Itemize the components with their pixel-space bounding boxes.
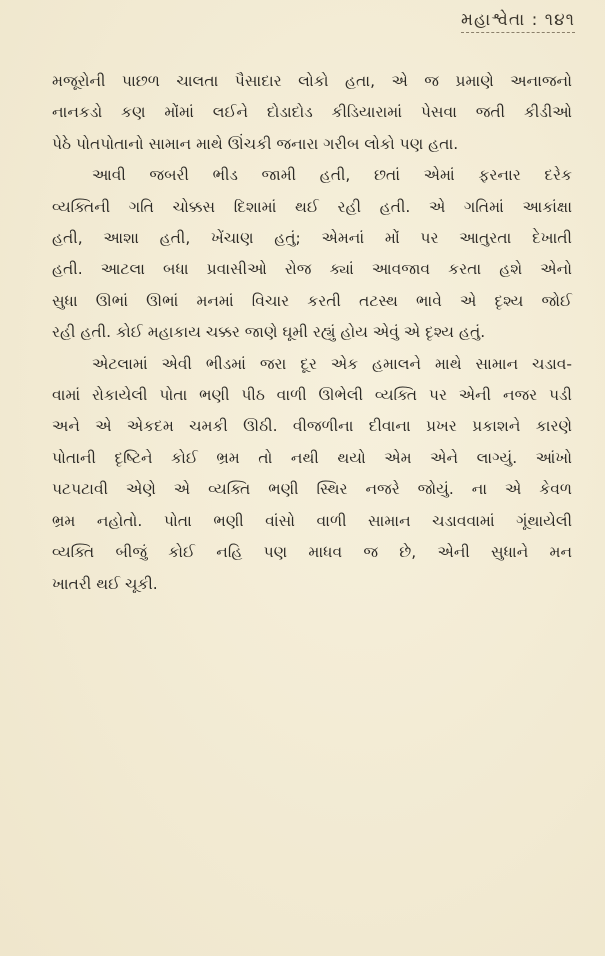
text-line: હતી. આટલા બધા પ્રવાસીઓ રોજ ક્યાં આવજાવ કરતા હશે એનો	[52, 260, 572, 279]
text-line: આવી જબરી ભીડ જામી હતી, છતાં એમાં ફરનાર દરેક	[92, 166, 572, 185]
text-line: હતી, આશા હતી, ખેંચાણ હતું; એમનાં મોં પર આતુરતા દેખાતી	[52, 229, 572, 248]
text-line: વામાં રોકાયેલી પોતા ભણી પીઠ વાળી ઊભેલી વ્યક્તિ પર એની નજર પડી	[52, 386, 572, 405]
text-line: નાનકડો કણ મોંમાં લઈને દોડાદોડ કીડિયારામાં પેસવા જતી કીડીઓ	[52, 103, 572, 122]
text-line: ખાતરી થઈ ચૂકી.	[52, 574, 158, 593]
text-line: પેઠે પોતપોતાનો સામાન માથે ઊંચકી જનારા ગરીબ લોકો પણ હતા.	[52, 134, 459, 153]
text-line: વ્યક્તિ બીજું કોઈ નહિ પણ માધવ જ છે, એની સુધાને મન	[52, 543, 572, 562]
text-line: એટલામાં એવી ભીડમાં જરા દૂર એક હમાલને માથે સામાન ચડાવ-	[92, 354, 572, 373]
text-line: રહી હતી. કોઈ મહાકાય ચક્કર જાણે ઘૂમી રહ્યું હોય એવું એ દૃશ્ય હતું.	[52, 323, 486, 342]
text-line: ભ્રમ નહોતો. પોતા ભણી વાંસો વાળી સામાન ચડાવવામાં ગૂંથાયેલી	[52, 511, 572, 530]
text-line: સુધા ઊભાં ઊભાં મનમાં વિચાર કરતી તટસ્થ ભાવે એ દૃશ્ય જોઈ	[52, 291, 572, 310]
text-line: વ્યક્તિની ગતિ ચોક્કસ દિશામાં થઈ રહી હતી. એ ગતિમાં આકાંક્ષા	[52, 197, 572, 216]
running-header: મહાશ્વેતા : ૧૪૧	[461, 10, 575, 33]
text-line: પટપટાવી એણે એ વ્યક્તિ ભણી સ્થિર નજરે જોયું. ના એ કેવળ	[52, 480, 572, 499]
page-body	[52, 66, 572, 600]
text-line: પોતાની દૃષ્ટિને કોઈ ભ્રમ તો નથી થયો એમ એને લાગ્યું. આંખો	[52, 448, 572, 467]
text-line: અને એ એકદમ ચમકી ઊઠી. વીજળીના દીવાના પ્રખર પ્રકાશને કારણે	[52, 417, 572, 436]
text-line: મજૂરોની પાછળ ચાલતા પૈસાદાર લોકો હતા, એ જ પ્રમાણે અનાજનો	[52, 72, 572, 90]
